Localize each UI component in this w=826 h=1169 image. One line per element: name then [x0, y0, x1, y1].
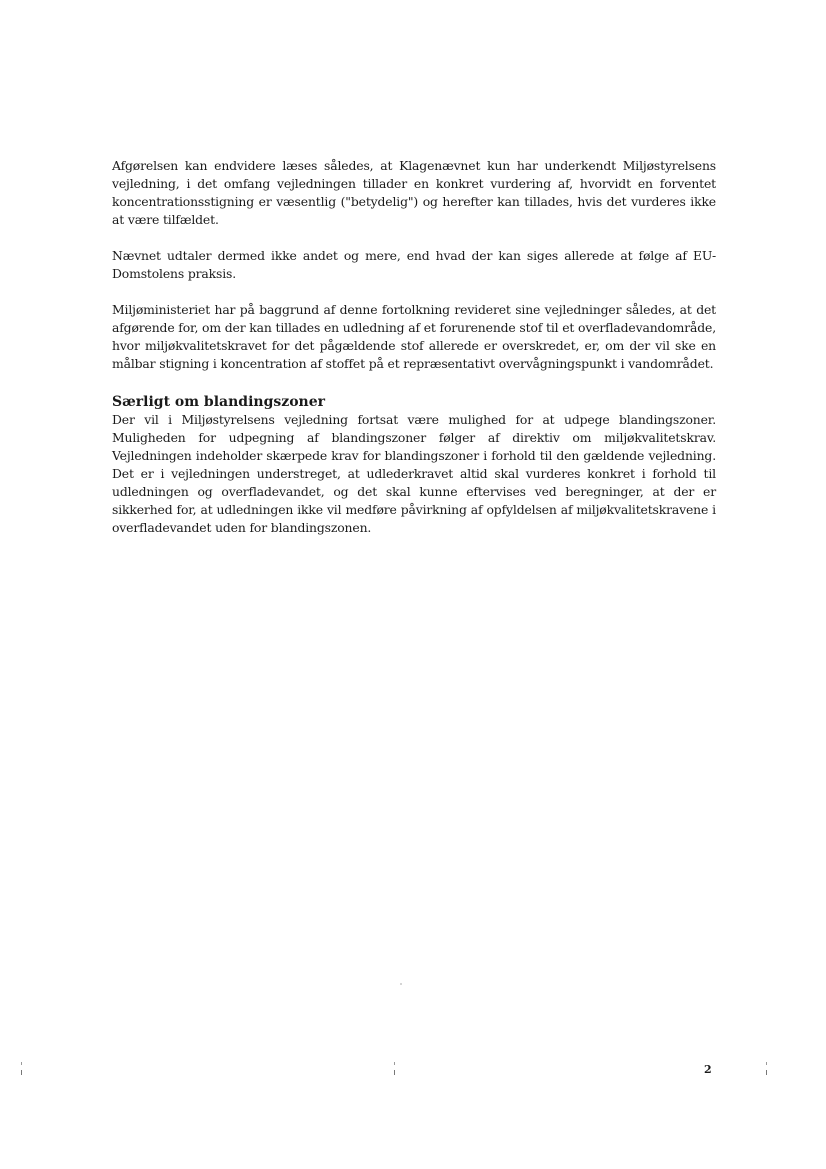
page-number: 2 [704, 1063, 712, 1076]
paragraph-mixing-zones: Der vil i Miljøstyrelsens vejledning fortsat være mulighed for at udpege blandingszoner. Muligheden for udpegning af blandingszoner følger af direktiv om miljøkvalitetskrav. Vejledningen indeholder skærpede krav for blandingszoner i forhold til den gældende vejledning. Det er i vejledningen understreget, at udlederkravet altid skal vurderes konkret i forhold til udledningen og overfladevandet, og det skal kunne eftervises ved beregninger, at der er sikkerhed for, at udledningen ikke vil medføre påvirkning af opfyldelsen af miljøkvalitetskravene i overfladevandet uden for blandingszonen. [112, 412, 716, 535]
paragraph-board-statement: Nævnet udtaler dermed ikke andet og mere, end hvad der kan siges allerede at følge af EU-Domstolens praksis. [112, 248, 716, 281]
scan-mark-center [393, 1062, 396, 1076]
paragraph-decision-reading: Afgørelsen kan endvidere læses således, at Klagenævnet kun har underkendt Miljøstyrelsens vejledning, i det omfang vejledningen tillader en konkret vurdering af, hvorvidt en forventet koncentrationsstigning er væsentlig ("betydelig") og herefter kan tillades, hvis det vurderes ikke at være tilfældet. [112, 158, 716, 227]
document-body [112, 157, 716, 537]
section-heading-mixing-zones: Særligt om blandingszoner [112, 394, 325, 410]
scan-mark-left [20, 1062, 23, 1076]
scan-speck [400, 983, 402, 985]
scan-mark-right [765, 1062, 768, 1076]
paragraph-ministry-revision: Miljøministeriet har på baggrund af denne fortolkning revideret sine vejledninger således, at det afgørende for, om der kan tillades en udledning af et forurenende stof til et overfladevandområde, hvor miljøkvalitetskravet for det pågældende stof allerede er overskredet, er, om der vil ske en målbar stigning i koncentration af stoffet på et repræsentativt overvågningspunkt i vandområdet. [112, 302, 716, 371]
